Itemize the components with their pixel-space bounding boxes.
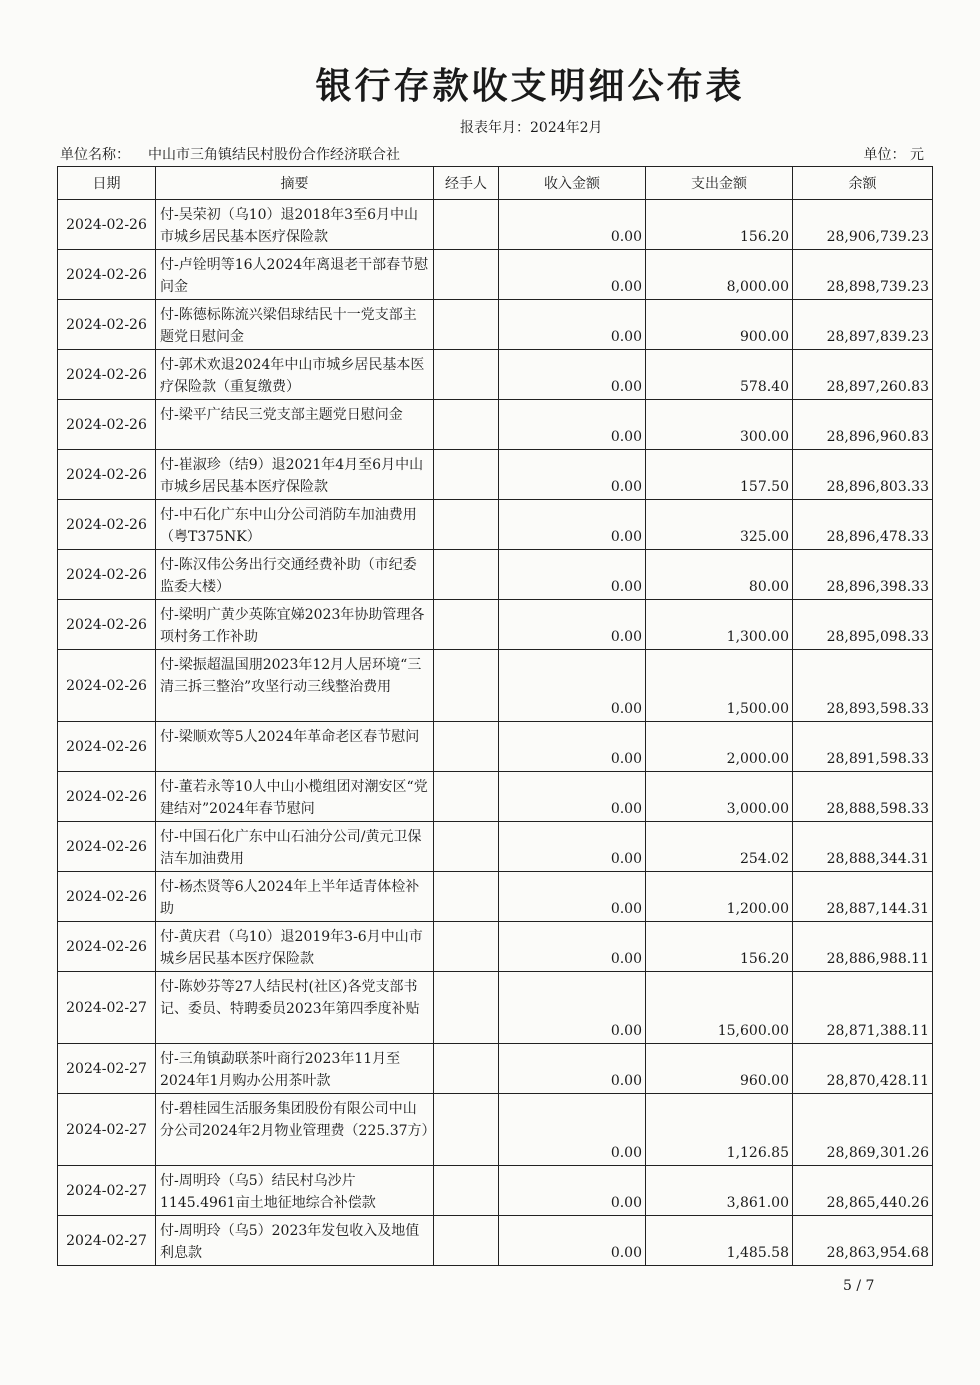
table-cell-memo: 付-周明玲（乌5）2023年发包收入及地值利息款	[156, 1216, 434, 1266]
table-cell-expense: 80.00	[646, 550, 793, 600]
table-cell-memo: 付-梁明广黄少英陈宜娣2023年协助管理各项村务工作补助	[156, 600, 434, 650]
table-cell-handler	[434, 1094, 499, 1166]
table-cell-handler	[434, 1216, 499, 1266]
table-cell-expense: 1,300.00	[646, 600, 793, 650]
table-cell-memo: 付-杨杰贤等6人2024年上半年适青体检补助	[156, 872, 434, 922]
table-cell-memo: 付-崔淑珍（结9）退2021年4月至6月中山市城乡居民基本医疗保险款	[156, 450, 434, 500]
table-cell-income: 0.00	[499, 822, 646, 872]
table-row	[58, 650, 933, 722]
table-row	[58, 1044, 933, 1094]
table-cell-memo: 付-梁振超温国朋2023年12月人居环境“三清三拆三整治”攻坚行动三线整治费用	[156, 650, 434, 722]
table-cell-memo: 付-梁平广结民三党支部主题党日慰问金	[156, 400, 434, 450]
table-cell-expense: 254.02	[646, 822, 793, 872]
table-cell-date: 2024-02-26	[58, 550, 156, 600]
table-cell-expense: 15,600.00	[646, 972, 793, 1044]
table-cell-balance: 28,896,803.33	[793, 450, 933, 500]
table-cell-income: 0.00	[499, 772, 646, 822]
table-row	[58, 550, 933, 600]
table-cell-balance: 28,887,144.31	[793, 872, 933, 922]
table-cell-balance: 28,888,344.31	[793, 822, 933, 872]
table-cell-date: 2024-02-26	[58, 872, 156, 922]
table-cell-handler	[434, 200, 499, 250]
report-period: 报表年月：2024年2月	[460, 120, 603, 136]
page-title: 银行存款收支明细公布表	[315, 66, 745, 107]
table-row	[58, 822, 933, 872]
table-row	[58, 1094, 933, 1166]
table-row	[58, 400, 933, 450]
table-cell-memo: 付-黄庆君（乌10）退2019年3-6月中山市城乡居民基本医疗保险款	[156, 922, 434, 972]
table-cell-balance: 28,871,388.11	[793, 972, 933, 1044]
table-cell-handler	[434, 722, 499, 772]
table-cell-balance: 28,895,098.33	[793, 600, 933, 650]
table-cell-expense: 8,000.00	[646, 250, 793, 300]
table-cell-memo: 付-三角镇勐联茶叶商行2023年11月至2024年1月购办公用茶叶款	[156, 1044, 434, 1094]
table-cell-date: 2024-02-27	[58, 1166, 156, 1216]
table-cell-balance: 28,896,398.33	[793, 550, 933, 600]
table-cell-expense: 300.00	[646, 400, 793, 450]
table-cell-memo: 付-中石化广东中山分公司消防车加油费用（粤T375NK）	[156, 500, 434, 550]
table-cell-balance: 28,870,428.11	[793, 1044, 933, 1094]
table-row	[58, 1166, 933, 1216]
table-cell-income: 0.00	[499, 972, 646, 1044]
header-date: 日期	[58, 167, 156, 200]
table-cell-handler	[434, 550, 499, 600]
table-row	[58, 872, 933, 922]
table-cell-memo: 付-梁顺欢等5人2024年革命老区春节慰问	[156, 722, 434, 772]
header-balance: 余额	[793, 167, 933, 200]
table-cell-handler	[434, 450, 499, 500]
table-row	[58, 300, 933, 350]
table-cell-handler	[434, 300, 499, 350]
table-cell-balance: 28,896,478.33	[793, 500, 933, 550]
table-cell-handler	[434, 250, 499, 300]
org-label: 单位名称：	[60, 147, 130, 163]
table-cell-date: 2024-02-27	[58, 1044, 156, 1094]
table-cell-income: 0.00	[499, 1216, 646, 1266]
table-cell-handler	[434, 650, 499, 722]
table-cell-expense: 156.20	[646, 200, 793, 250]
table-cell-date: 2024-02-26	[58, 772, 156, 822]
table-cell-balance: 28,898,739.23	[793, 250, 933, 300]
table-row	[58, 200, 933, 250]
table-cell-date: 2024-02-26	[58, 922, 156, 972]
table-cell-balance: 28,888,598.33	[793, 772, 933, 822]
table-cell-balance: 28,891,598.33	[793, 722, 933, 772]
table-cell-memo: 付-周明玲（乌5）结民村乌沙片1145.4961亩土地征地综合补偿款	[156, 1166, 434, 1216]
table-cell-date: 2024-02-26	[58, 650, 156, 722]
table-cell-expense: 1,200.00	[646, 872, 793, 922]
table-cell-date: 2024-02-26	[58, 500, 156, 550]
table-cell-handler	[434, 350, 499, 400]
table-cell-balance: 28,865,440.26	[793, 1166, 933, 1216]
table-cell-income: 0.00	[499, 400, 646, 450]
header-memo: 摘要	[156, 167, 434, 200]
table-cell-date: 2024-02-26	[58, 200, 156, 250]
table-cell-income: 0.00	[499, 1166, 646, 1216]
table-cell-expense: 960.00	[646, 1044, 793, 1094]
table-cell-memo: 付-碧桂园生活服务集团股份有限公司中山分公司2024年2月物业管理费（225.37方）	[156, 1094, 434, 1166]
table-cell-expense: 157.50	[646, 450, 793, 500]
table-row	[58, 922, 933, 972]
table-row	[58, 600, 933, 650]
table-cell-expense: 325.00	[646, 500, 793, 550]
table-cell-income: 0.00	[499, 1094, 646, 1166]
table-cell-memo: 付-陈汉伟公务出行交通经费补助（市纪委监委大楼）	[156, 550, 434, 600]
table-cell-income: 0.00	[499, 450, 646, 500]
currency-unit: 单位： 元	[863, 147, 924, 163]
table-cell-date: 2024-02-27	[58, 972, 156, 1044]
table-cell-expense: 1,126.85	[646, 1094, 793, 1166]
table-row	[58, 350, 933, 400]
table-cell-date: 2024-02-27	[58, 1094, 156, 1166]
table-cell-date: 2024-02-26	[58, 600, 156, 650]
table-cell-handler	[434, 1044, 499, 1094]
table-cell-expense: 3,000.00	[646, 772, 793, 822]
table-cell-income: 0.00	[499, 872, 646, 922]
table-cell-income: 0.00	[499, 500, 646, 550]
table-cell-income: 0.00	[499, 722, 646, 772]
table-cell-expense: 900.00	[646, 300, 793, 350]
table-cell-balance: 28,886,988.11	[793, 922, 933, 972]
header-income: 收入金额	[499, 167, 646, 200]
table-cell-handler	[434, 600, 499, 650]
table-cell-date: 2024-02-26	[58, 300, 156, 350]
table-cell-expense: 2,000.00	[646, 722, 793, 772]
table-cell-balance: 28,863,954.68	[793, 1216, 933, 1266]
table-cell-expense: 578.40	[646, 350, 793, 400]
table-cell-income: 0.00	[499, 200, 646, 250]
table-cell-date: 2024-02-26	[58, 250, 156, 300]
table-cell-handler	[434, 822, 499, 872]
table-cell-handler	[434, 1166, 499, 1216]
table-cell-expense: 156.20	[646, 922, 793, 972]
table-cell-expense: 1,500.00	[646, 650, 793, 722]
header-handler: 经手人	[434, 167, 499, 200]
table-cell-balance: 28,897,839.23	[793, 300, 933, 350]
table-cell-handler	[434, 500, 499, 550]
table-cell-memo: 付-陈德标陈流兴梁侣球结民十一党支部主题党日慰问金	[156, 300, 434, 350]
table-cell-date: 2024-02-26	[58, 450, 156, 500]
table-cell-income: 0.00	[499, 250, 646, 300]
table-cell-balance: 28,896,960.83	[793, 400, 933, 450]
table-cell-balance: 28,906,739.23	[793, 200, 933, 250]
table-row	[58, 972, 933, 1044]
table-cell-handler	[434, 872, 499, 922]
table-cell-memo: 付-中国石化广东中山石油分公司/黄元卫保洁车加油费用	[156, 822, 434, 872]
header-row	[58, 167, 933, 200]
table-row	[58, 1216, 933, 1266]
table-cell-expense: 1,485.58	[646, 1216, 793, 1266]
table-row	[58, 250, 933, 300]
table-cell-balance: 28,897,260.83	[793, 350, 933, 400]
table-row	[58, 722, 933, 772]
table-cell-balance: 28,869,301.26	[793, 1094, 933, 1166]
table-cell-date: 2024-02-26	[58, 822, 156, 872]
table-row	[58, 450, 933, 500]
org-name: 中山市三角镇结民村股份合作经济联合社	[148, 147, 400, 163]
table-cell-income: 0.00	[499, 600, 646, 650]
table-cell-balance: 28,893,598.33	[793, 650, 933, 722]
table-cell-expense: 3,861.00	[646, 1166, 793, 1216]
page-number: 5 / 7	[843, 1278, 875, 1294]
table-cell-memo: 付-董若永等10人中山小榄组团对潮安区“党建结对”2024年春节慰问	[156, 772, 434, 822]
table-cell-income: 0.00	[499, 650, 646, 722]
table-cell-date: 2024-02-26	[58, 400, 156, 450]
table-cell-income: 0.00	[499, 922, 646, 972]
table-cell-income: 0.00	[499, 300, 646, 350]
table-cell-date: 2024-02-26	[58, 350, 156, 400]
table-cell-date: 2024-02-27	[58, 1216, 156, 1266]
table-cell-handler	[434, 400, 499, 450]
table-row	[58, 500, 933, 550]
table-cell-date: 2024-02-26	[58, 722, 156, 772]
table-cell-memo: 付-卢铨明等16人2024年离退老干部春节慰问金	[156, 250, 434, 300]
table-row	[58, 772, 933, 822]
table-cell-memo: 付-郭术欢退2024年中山市城乡居民基本医疗保险款（重复缴费）	[156, 350, 434, 400]
ledger-table	[57, 166, 933, 1266]
table-cell-income: 0.00	[499, 1044, 646, 1094]
table-cell-handler	[434, 972, 499, 1044]
table-cell-memo: 付-吴荣初（乌10）退2018年3至6月中山市城乡居民基本医疗保险款	[156, 200, 434, 250]
table-cell-income: 0.00	[499, 550, 646, 600]
table-cell-handler	[434, 922, 499, 972]
table-cell-income: 0.00	[499, 350, 646, 400]
table-cell-handler	[434, 772, 499, 822]
header-expense: 支出金额	[646, 167, 793, 200]
table-cell-memo: 付-陈妙芬等27人结民村(社区)各党支部书记、委员、特聘委员2023年第四季度补贴	[156, 972, 434, 1044]
